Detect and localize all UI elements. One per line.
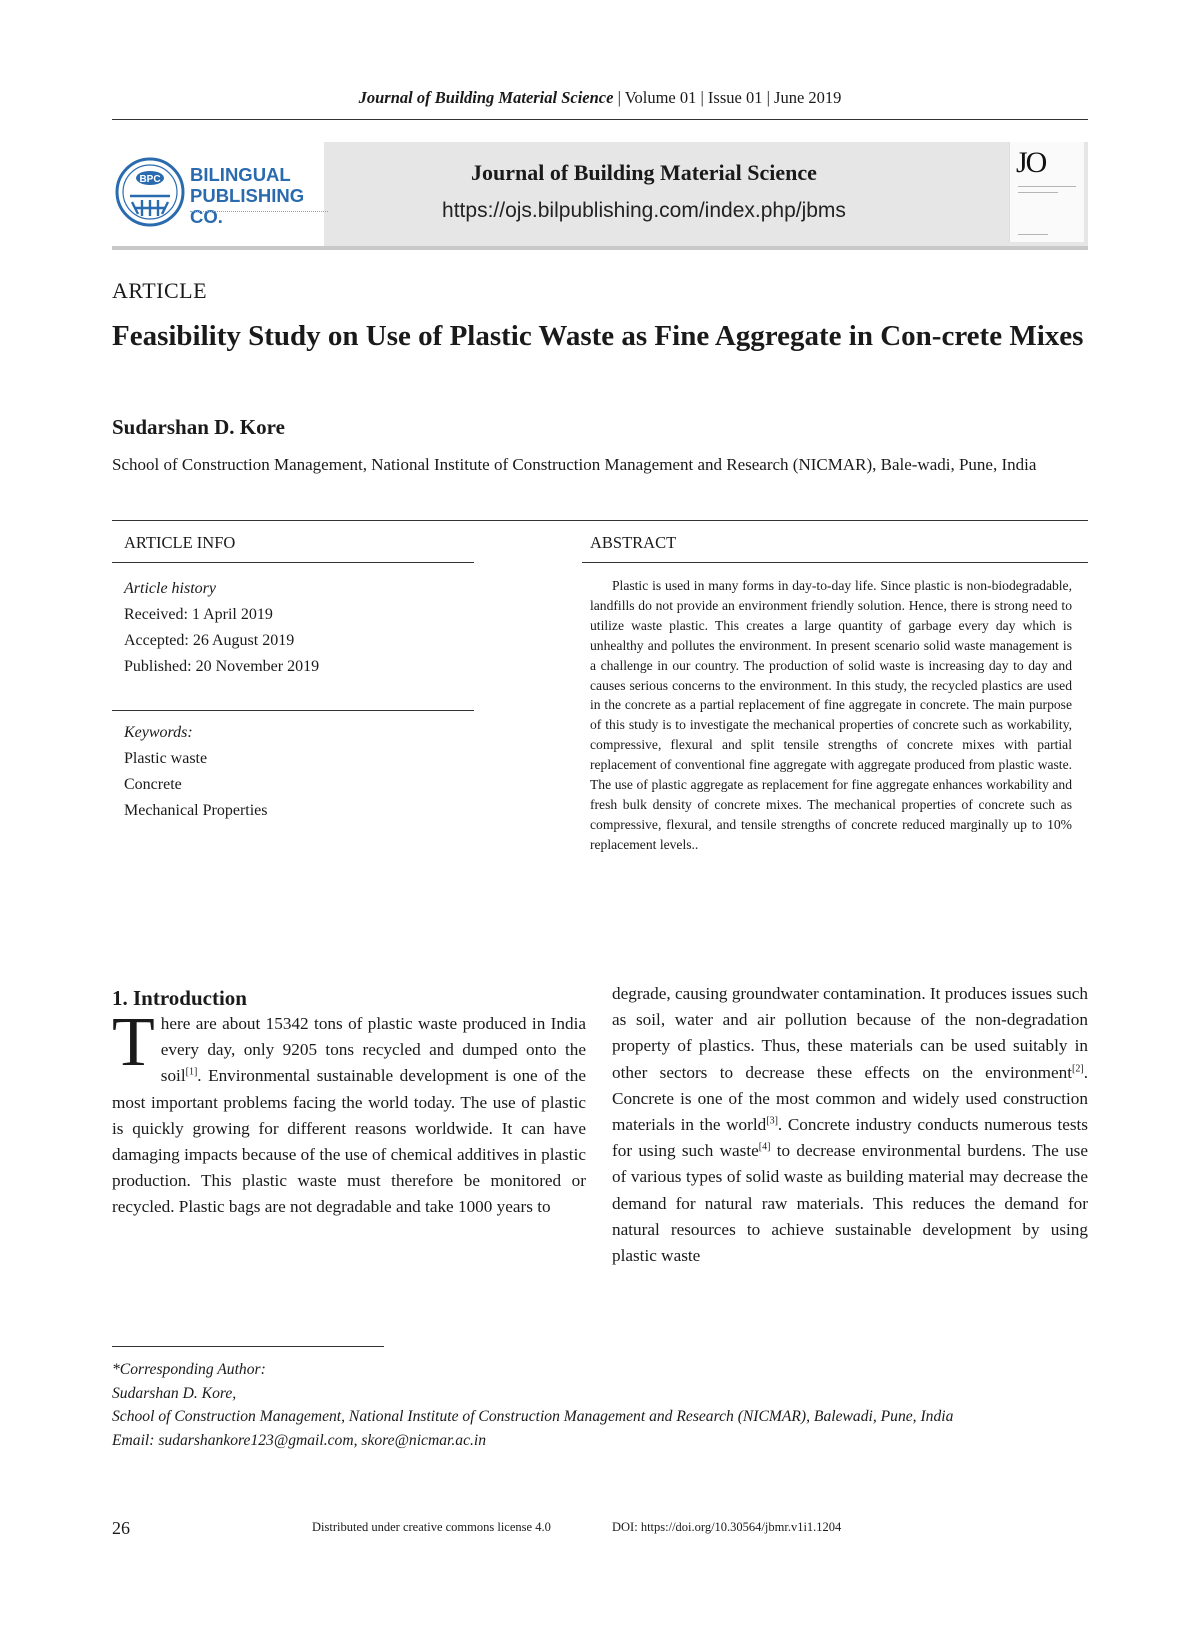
body-column-right bbox=[612, 981, 1088, 1269]
publisher-tagline bbox=[190, 211, 328, 216]
publisher-name-line2: PUBLISHING CO. bbox=[190, 185, 305, 227]
footnote-email[interactable]: Email: sudarshankore123@gmail.com, skore@nicmar.ac.in bbox=[112, 1431, 487, 1449]
journal-url-link[interactable]: https://ojs.bilpublishing.com/index.php/jbms bbox=[442, 199, 846, 222]
cover-line bbox=[1018, 186, 1076, 187]
body-text: degrade, causing groundwater contamination. It produces issues such as soil, water and air pollution because of the non-degradation property of plastics. Thus, these materials can be used suitably in other sectors to decrease these effects on the environment bbox=[612, 984, 1088, 1082]
keyword-item: Plastic waste bbox=[124, 750, 208, 767]
body-column-left bbox=[112, 1004, 586, 1221]
abstract-text: Plastic is used in many forms in day-to-day life. Since plastic is non-biodegradable, landfills do not provide an environment friendly solution. Hence, there is strong need to utilize waste plastic. This creates a large quantity of garbage every day which is unhealthy and pollutes the environment. In present scenario solid waste management is a challenge in our country. The production of solid waste is increasing day to day and causes serious concerns to the environment. In this study, the recycled plastics are used in the concrete as a partial replacement of fine aggregate in concrete. The main purpose of this study is to investigate the mechanical properties of concrete such as workability, compressive, flexural and split tensile strengths of concrete mixes with partial replacement of conventional fine aggregate with aggregate produced from plastic waste. The use of plastic aggregate as replacement for fine aggregate enhances workability and fresh bulk density of concrete mixes. The mechanical properties of concrete such as compressive, flexural, and tensile strengths of concrete reduced marginally up to 10% replacement levels.. bbox=[590, 578, 1072, 852]
citation-link[interactable]: [4] bbox=[758, 1141, 771, 1153]
history-label: Article history bbox=[124, 580, 216, 597]
footnote-author: Sudarshan D. Kore, bbox=[112, 1384, 237, 1402]
cover-mark: JO bbox=[1016, 146, 1046, 179]
publisher-name-line1: BILINGUAL bbox=[190, 164, 291, 185]
keywords-divider bbox=[112, 710, 474, 711]
publisher-logo bbox=[112, 142, 324, 246]
body-text: . Environmental sustainable development is one of the most important problems facing the world today. The use of plastic is quickly growing for different reasons worldwide. It can have damaging impacts because of the use of chemical additives in plastic production. This plastic waste must therefore be monitored or recycled. Plastic bags are not degradable and take 1000 years to bbox=[112, 1066, 586, 1217]
running-header bbox=[112, 88, 1088, 108]
body-text: to decrease environmental burdens. The use of various types of solid waste as building material may decrease the demand for natural raw materials. This reduces the demand for natural resources to achieve sustainable development by using plastic waste bbox=[612, 1141, 1088, 1266]
footnote-divider bbox=[112, 1346, 384, 1347]
keywords-label: Keywords: bbox=[124, 724, 193, 741]
corresponding-author-footnote bbox=[112, 1358, 1088, 1452]
publisher-name bbox=[190, 164, 330, 227]
keyword-item: Mechanical Properties bbox=[124, 802, 268, 819]
abstract-divider bbox=[582, 562, 1088, 563]
abstract-heading: ABSTRACT bbox=[590, 533, 677, 552]
article-info-heading: ARTICLE INFO bbox=[124, 533, 236, 552]
cover-line bbox=[1018, 234, 1048, 235]
author-name: Sudarshan D. Kore bbox=[112, 415, 285, 439]
body-text: here are about 15342 tons of plastic waste produced in India every day, only 9205 tons recycled and dumped onto the soil bbox=[160, 1014, 586, 1086]
accepted-date: Accepted: 26 August 2019 bbox=[124, 632, 295, 649]
citation-link[interactable]: [2] bbox=[1072, 1062, 1084, 1074]
section-heading-introduction: 1. Introduction bbox=[112, 986, 247, 1010]
header-divider bbox=[112, 119, 1088, 120]
article-type: ARTICLE bbox=[112, 278, 208, 303]
author-affiliation: School of Construction Management, National Institute of Construction Management and Research (NICMAR), Bale-wadi, Pune, India bbox=[112, 455, 1037, 474]
body-text: . Concrete is one of the most common and widely used construction materials in the world bbox=[612, 1062, 1088, 1135]
license-note: Distributed under creative commons license 4.0 bbox=[312, 1520, 551, 1534]
citation-link[interactable]: [1] bbox=[185, 1066, 198, 1078]
body-text: . Concrete industry conducts numerous tests for using such waste bbox=[612, 1115, 1088, 1161]
drop-cap: T bbox=[112, 1004, 155, 1081]
info-divider bbox=[112, 562, 474, 563]
bpc-seal-icon bbox=[114, 156, 186, 228]
footnote-label: *Corresponding Author: bbox=[112, 1361, 266, 1378]
doi-link[interactable]: DOI: https://doi.org/10.30564/jbmr.v1i1.1204 bbox=[612, 1520, 842, 1534]
page-number: 26 bbox=[112, 1518, 130, 1538]
journal-cover-thumbnail bbox=[1009, 142, 1084, 242]
bpc-seal-text: BPC bbox=[139, 174, 161, 185]
article-title: Feasibility Study on Use of Plastic Waste as Fine Aggregate in Con-crete Mixes bbox=[112, 320, 1084, 352]
keywords-block bbox=[124, 720, 268, 824]
cover-line bbox=[1018, 192, 1058, 193]
journal-banner bbox=[112, 142, 1088, 250]
keyword-item: Concrete bbox=[124, 776, 182, 793]
received-date: Received: 1 April 2019 bbox=[124, 606, 273, 623]
running-header-issue: | Volume 01 | Issue 01 | June 2019 bbox=[613, 88, 842, 107]
published-date: Published: 20 November 2019 bbox=[124, 658, 320, 675]
banner-journal-title: Journal of Building Material Science bbox=[471, 160, 817, 185]
citation-link[interactable]: [3] bbox=[766, 1115, 778, 1127]
article-history bbox=[124, 576, 319, 680]
footnote-affiliation: School of Construction Management, National Institute of Construction Management and Research (NICMAR), Balewadi, Pune, India bbox=[112, 1408, 954, 1425]
info-top-divider bbox=[112, 520, 1088, 521]
running-header-journal: Journal of Building Material Science bbox=[358, 88, 614, 107]
